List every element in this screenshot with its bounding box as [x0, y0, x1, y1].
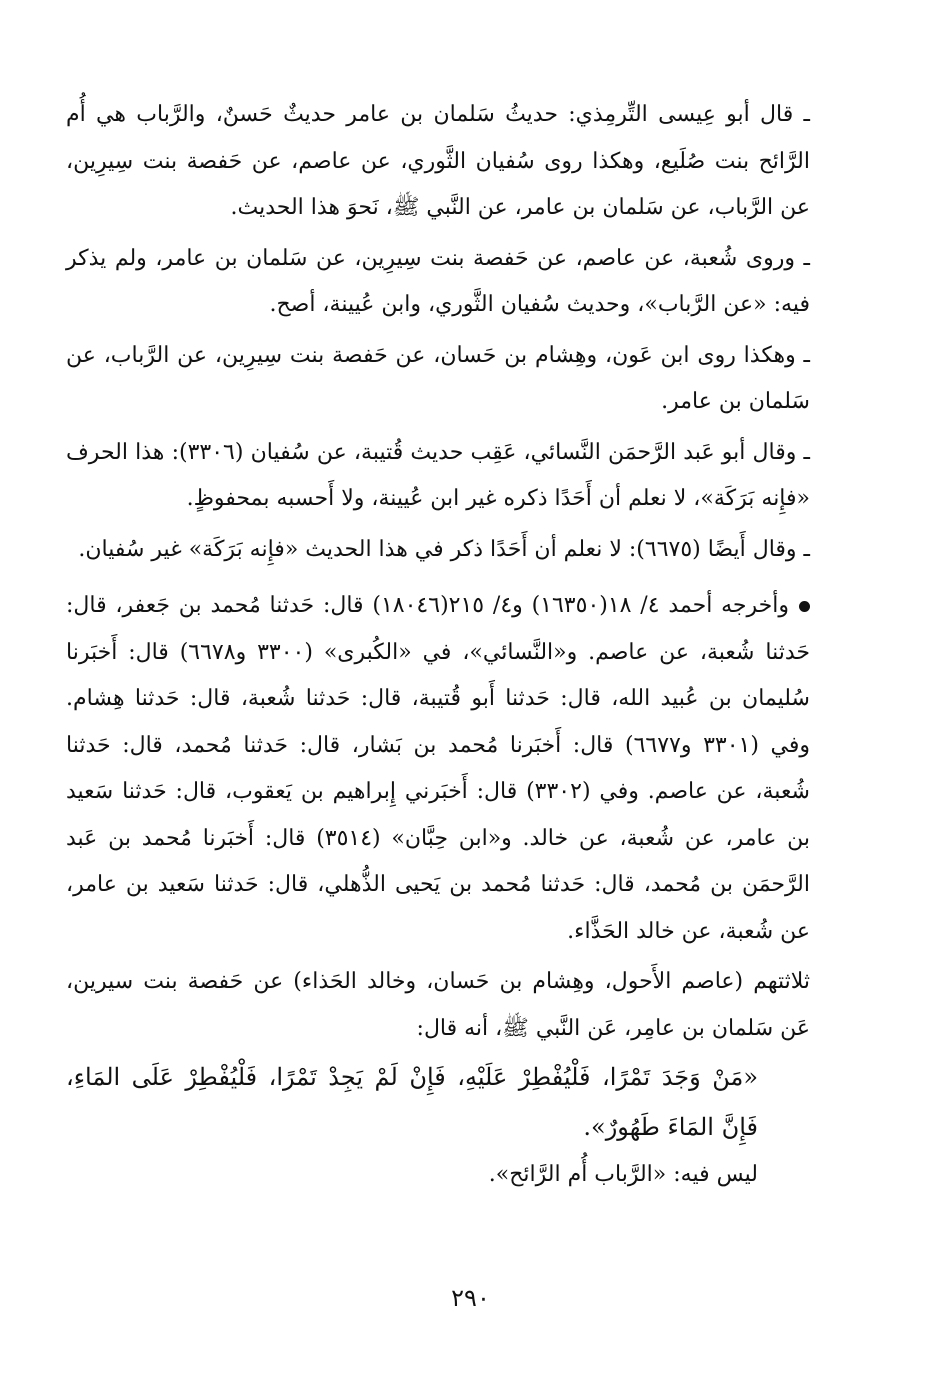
page-number: ٢٩٠	[451, 1284, 490, 1312]
note-line: ليس فيه: «الرَّباب أُم الرَّائح».	[488, 1162, 758, 1187]
nasai-comment-paragraph: ـ وقال أبو عَبد الرَّحمَن النَّسائي، عَقِب حديث قُتيبة، عن سُفيان (٣٣٠٦): هذا الحرف «فإِنه بَرَكَة»، لا نعلم أن أَحَدًا ذكره غير ابن عُيينة، ولا أَحسبه بمحفوظٍ.	[66, 439, 810, 511]
shuba-narration-paragraph: ـ وروى شُعبة، عن عاصم، عن حَفصة بنت سِيرِين، عن سَلمان بن عامر، ولم يذكر فيه: «عن الرَّباب»، وحديث سُفيان الثَّوري، وابن عُيينة، أصح.	[66, 245, 810, 317]
hadith-text: «مَنْ وَجَدَ تَمْرًا، فَلْيُفْطِرْ عَلَيْهِ، فَإِنْ لَمْ يَجِدْ تَمْرًا، فَلْيُفْطِرْ عَلَى المَاءِ، فَإِنَّ المَاءَ طَهُورٌ».	[66, 1063, 758, 1141]
page-body	[66, 92, 810, 1199]
isnad-chain-paragraph: ثلاثتهم (عاصم الأَحول، وهِشام بن حَسان، وخالد الحَذاء) عن حَفصة بنت سيرين، عَن سَلمان بن عامِر، عَن النَّبي ﷺ، أنه قال:	[66, 969, 810, 1041]
takhrij-text: وأخرجه أحمد ٤/ ١٨(١٦٣٥٠) و٤/ ٢١٥(١٨٠٤٦) قال: حَدثنا مُحمد بن جَعفر، قال: حَدثنا شُعبة، عن عاصم. و«النَّسائي»، في «الكُبرى» (٣٣٠٠ و٦٦٧٨) قال: أَخبَرنا سُليمان بن عُبيد الله، قال: حَدثنا أَبو قُتيبة، قال: حَدثنا شُعبة، قال: حَدثنا هِشام. وفي (٣٣٠١ و٦٦٧٧) قال: أَخبَرنا مُحمد بن بَشار، قال: حَدثنا مُحمد، قال: حَدثنا شُعبة، عن عاصم. وفي (٣٣٠٢) قال: أَخبَرني إِبراهيم بن يَعقوب، قال: حَدثنا سَعيد بن عامر، عن شُعبة، عن خالد. و«ابن حِبَّان» (٣٥١٤) قال: أَخبَرنا مُحمد بن عَبد الرَّحمَن بن مُحمد، قال: حَدثنا مُحمد بن يَحيى الذُّهلي، قال: حَدثنا سَعيد بن عامر، عن شُعبة، عن خالد الحَذَّاء.	[66, 593, 810, 944]
bullet-icon	[799, 601, 810, 612]
nasai-second-comment-paragraph: ـ وقال أَيضًا (٦٦٧٥): لا نعلم أن أَحَدًا ذكر في هذا الحديث «فإِنه بَرَكَة» غير سُفيان.	[78, 536, 810, 562]
takhrij-paragraph	[66, 583, 810, 955]
ibn-awn-narration-paragraph: ـ وهكذا روى ابن عَون، وهِشام بن حَسان، عن حَفصة بنت سِيرِين، عن الرَّباب، عن سَلمان بن عامر.	[66, 342, 810, 414]
tirmidhi-comment-paragraph: ـ قال أبو عِيسى التِّرمِذي: حديثُ سَلمان بن عامر حديثٌ حَسنٌ، والرَّباب هي أُم الرَّائح بنت صُلَيع، وهكذا روى سُفيان الثَّوري، عن عاصم، عن حَفصة بنت سِيرِين، عن الرَّباب، عن سَلمان بن عامر، عن النَّبي ﷺ، نَحوَ هذا الحديث.	[66, 102, 810, 220]
